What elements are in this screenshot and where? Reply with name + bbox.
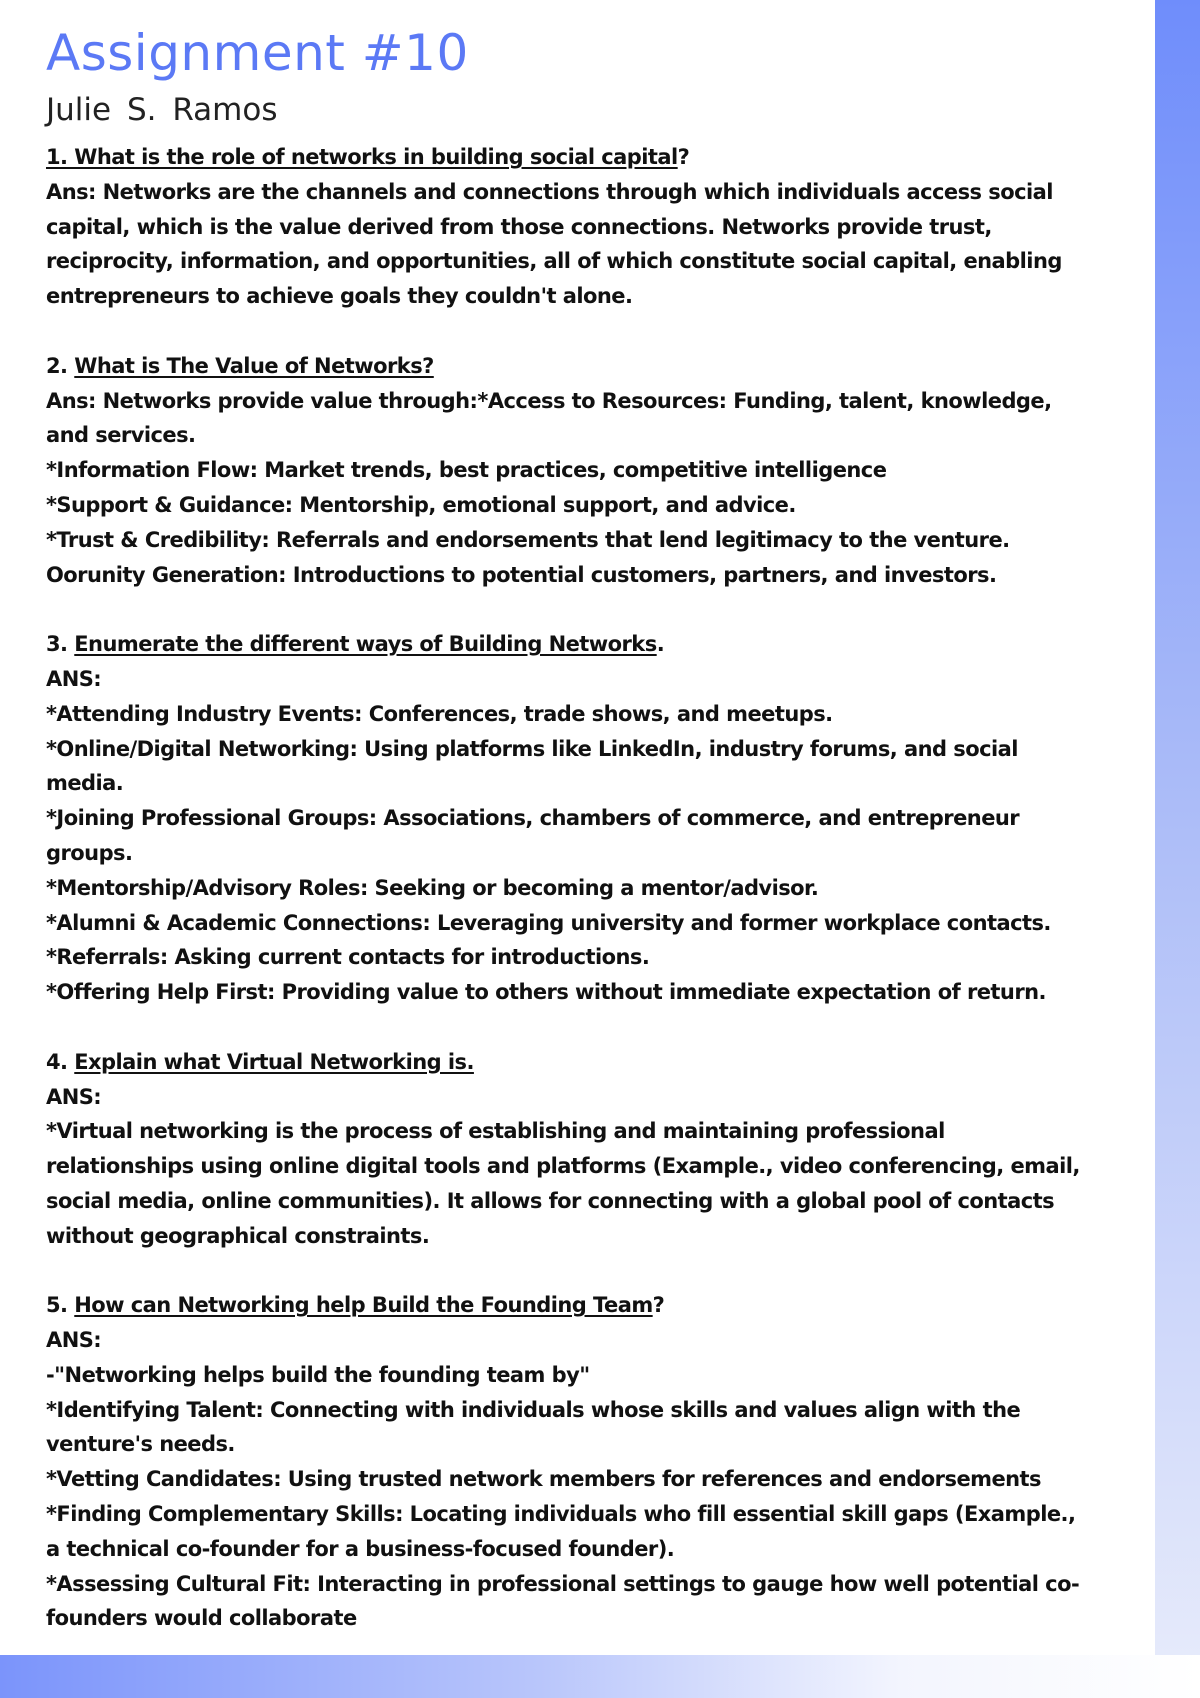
document-body <box>46 20 1126 1636</box>
answer-line: media. <box>46 771 124 796</box>
answer-line: and services. <box>46 423 196 448</box>
question-text: Enumerate the different ways of Building Networks <box>74 632 657 657</box>
answer-line: *Finding Complementary Skills: Locating individuals who fill essential skill gaps (Example., <box>46 1502 1076 1527</box>
answer-line: founders would collaborate <box>46 1606 357 1631</box>
answer-line: ANS: <box>46 1084 102 1109</box>
answer-line: without geographical constraints. <box>46 1223 430 1248</box>
question-punctuation: ? <box>652 1293 665 1318</box>
question-text: How can Networking help Build the Founding Team <box>74 1293 653 1318</box>
question-punctuation: . <box>656 632 665 657</box>
answer-line: social media, online communities). It allows for connecting with a global pool of contacts <box>46 1188 1055 1213</box>
answer-line: *Identifying Talent: Connecting with individuals whose skills and values align with the <box>46 1397 1021 1422</box>
question-heading <box>46 1045 1126 1080</box>
answer-line: a technical co-founder for a business-focused founder). <box>46 1536 675 1561</box>
qa-block-2 <box>46 349 1126 593</box>
question-number: 5. <box>46 1293 75 1318</box>
qa-block-3 <box>46 627 1126 1010</box>
answer-line: *Trust & Credibility: Referrals and endorsements that lend legitimacy to the venture. <box>46 527 1010 552</box>
answer-line: *Support & Guidance: Mentorship, emotional support, and advice. <box>46 492 796 517</box>
question-heading <box>46 349 1126 384</box>
qa-block-1 <box>46 140 1126 314</box>
question-number: 3. <box>46 632 75 657</box>
question-heading <box>46 1288 1126 1323</box>
section-spacer <box>46 314 1126 349</box>
answer-line: *Mentorship/Advisory Roles: Seeking or becoming a mentor/advisor. <box>46 875 819 900</box>
document-title: Assignment #10 <box>46 24 469 82</box>
answer-line: *Online/Digital Networking: Using platforms like LinkedIn, industry forums, and social <box>46 736 1018 761</box>
question-text: Explain what Virtual Networking is. <box>74 1049 474 1074</box>
answer-line: entrepreneurs to achieve goals they couldn't alone. <box>46 284 633 309</box>
answer-line: relationships using online digital tools and platforms (Example., video conferencing, email, <box>46 1154 1080 1179</box>
answer-line: *Assessing Cultural Fit: Interacting in professional settings to gauge how well potential co- <box>46 1571 1080 1596</box>
answer-line: *Vetting Candidates: Using trusted network members for references and endorsements <box>46 1467 1041 1492</box>
answer-line: *Virtual networking is the process of establishing and maintaining professional <box>46 1119 945 1144</box>
bottom-gradient-band <box>0 1655 1200 1698</box>
author-name: Julie S. Ramos <box>46 92 278 128</box>
question-heading <box>46 627 1126 662</box>
answer-line: *Offering Help First: Providing value to others without immediate expectation of return. <box>46 980 1046 1005</box>
answer-line: groups. <box>46 840 133 865</box>
question-number: 4. <box>46 1049 75 1074</box>
answer-line: *Referrals: Asking current contacts for introductions. <box>46 945 650 970</box>
answer-line: ANS: <box>46 666 102 691</box>
answer-line: *Joining Professional Groups: Associations, chambers of commerce, and entrepreneur <box>46 806 1020 831</box>
answer-line: -"Networking helps build the founding team by" <box>46 1362 590 1387</box>
answer-line: ANS: <box>46 1328 102 1353</box>
answer-line: capital, which is the value derived from those connections. Networks provide trust, <box>46 214 992 239</box>
answer-line: *Alumni & Academic Connections: Leveraging university and former workplace contacts. <box>46 910 1051 935</box>
answer-line: Oorunity Generation: Introductions to potential customers, partners, and investors. <box>46 562 997 587</box>
answer-line: Ans: Networks are the channels and connections through which individuals access social <box>46 179 1053 204</box>
qa-list <box>46 140 1126 1636</box>
section-spacer <box>46 1254 1126 1289</box>
answer-line: Ans: Networks provide value through:*Access to Resources: Funding, talent, knowledge, <box>46 388 1052 413</box>
qa-block-4 <box>46 1045 1126 1254</box>
answer-line: reciprocity, information, and opportunities, all of which constitute social capital, enabling <box>46 249 1062 274</box>
question-punctuation: ? <box>677 145 690 169</box>
answer-line: *Information Flow: Market trends, best practices, competitive intelligence <box>46 458 887 483</box>
answer-line: venture's needs. <box>46 1432 235 1457</box>
question-text: What is The Value of Networks? <box>74 353 434 378</box>
question-heading <box>46 140 1126 175</box>
answer-line: *Attending Industry Events: Conferences, trade shows, and meetups. <box>46 701 833 726</box>
side-gradient-band <box>1155 0 1200 1698</box>
section-spacer <box>46 592 1126 627</box>
question-text: 1. What is the role of networks in building social capital <box>46 145 678 169</box>
section-spacer <box>46 1010 1126 1045</box>
qa-block-5 <box>46 1288 1126 1636</box>
question-number: 2. <box>46 353 75 378</box>
